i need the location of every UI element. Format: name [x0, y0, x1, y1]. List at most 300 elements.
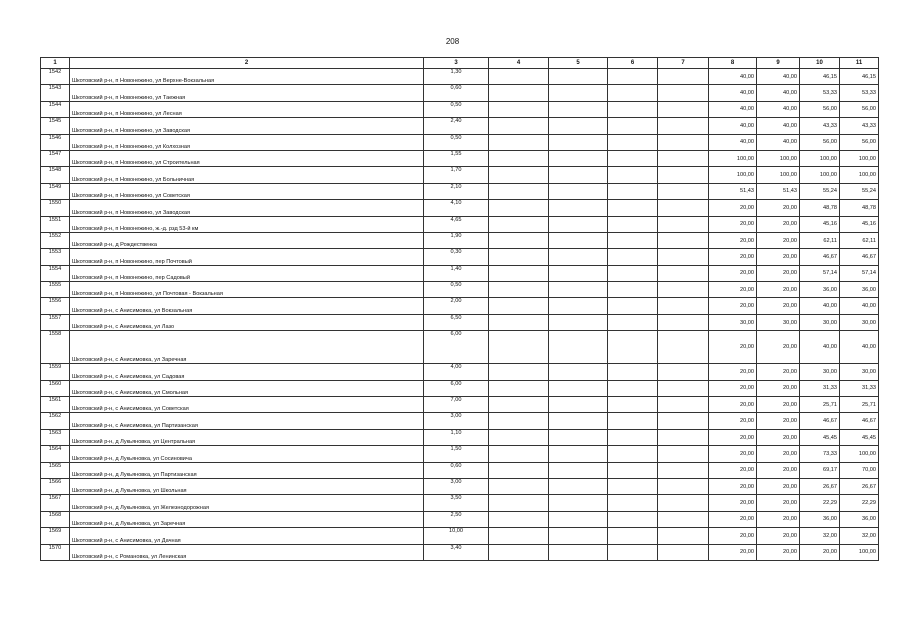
value-cell-col9: 20,00	[757, 298, 800, 314]
value-cell-col9: 20,00	[757, 265, 800, 281]
table-row	[41, 462, 879, 478]
empty-cell	[549, 528, 608, 544]
table-body	[41, 69, 879, 561]
value-cell-col11: 46,15	[840, 69, 879, 85]
location-cell: Шкотовский р-н, п Новонежино, ул Больничная	[70, 167, 424, 183]
empty-cell	[549, 429, 608, 445]
empty-cell	[549, 134, 608, 150]
empty-cell	[549, 85, 608, 101]
column-header: 10	[800, 58, 840, 69]
value-cell-col10: 48,78	[800, 200, 840, 216]
length-cell: 10,00	[424, 528, 489, 544]
location-cell: Шкотовский р-н, п Новонежино, ул Заводская	[70, 118, 424, 134]
column-header: 5	[549, 58, 608, 69]
empty-cell	[658, 150, 709, 166]
value-cell-col8: 30,00	[709, 314, 757, 330]
empty-cell	[608, 478, 658, 494]
empty-cell	[608, 298, 658, 314]
empty-cell	[608, 232, 658, 248]
value-cell-col8: 40,00	[709, 118, 757, 134]
value-cell-col10: 46,67	[800, 249, 840, 265]
location-cell: Шкотовский р-н, п Новонежино, ул Таежная	[70, 85, 424, 101]
value-cell-col11: 22,29	[840, 495, 879, 511]
empty-cell	[658, 200, 709, 216]
value-cell-col10: 40,00	[800, 298, 840, 314]
value-cell-col9: 20,00	[757, 544, 800, 560]
value-cell-col10: 25,71	[800, 397, 840, 413]
value-cell-col9: 40,00	[757, 134, 800, 150]
length-cell: 0,50	[424, 134, 489, 150]
value-cell-col8: 20,00	[709, 478, 757, 494]
empty-cell	[658, 134, 709, 150]
value-cell-col11: 46,67	[840, 413, 879, 429]
empty-cell	[549, 314, 608, 330]
empty-cell	[658, 314, 709, 330]
empty-cell	[549, 282, 608, 298]
value-cell-col9: 40,00	[757, 118, 800, 134]
value-cell-col10: 100,00	[800, 167, 840, 183]
empty-cell	[489, 216, 549, 232]
empty-cell	[658, 462, 709, 478]
table-row	[41, 183, 879, 199]
value-cell-col11: 45,45	[840, 429, 879, 445]
empty-cell	[608, 511, 658, 527]
length-cell: 2,50	[424, 511, 489, 527]
empty-cell	[489, 200, 549, 216]
empty-cell	[489, 314, 549, 330]
value-cell-col11: 32,00	[840, 528, 879, 544]
value-cell-col9: 20,00	[757, 528, 800, 544]
empty-cell	[489, 232, 549, 248]
table-row	[41, 134, 879, 150]
empty-cell	[549, 462, 608, 478]
length-cell: 1,10	[424, 429, 489, 445]
empty-cell	[658, 183, 709, 199]
location-cell: Шкотовский р-н, п Новонежино, ул Лесная	[70, 101, 424, 117]
empty-cell	[489, 85, 549, 101]
empty-cell	[658, 495, 709, 511]
table-row	[41, 232, 879, 248]
length-cell: 0,50	[424, 282, 489, 298]
location-cell: Шкотовский р-н, с Анисимовка, ул Дачная	[70, 528, 424, 544]
row-number-cell: 1559	[41, 364, 70, 380]
value-cell-col10: 31,33	[800, 380, 840, 396]
value-cell-col8: 20,00	[709, 200, 757, 216]
empty-cell	[489, 183, 549, 199]
table-row	[41, 478, 879, 494]
value-cell-col8: 20,00	[709, 397, 757, 413]
row-number-cell: 1557	[41, 314, 70, 330]
value-cell-col11: 30,00	[840, 364, 879, 380]
value-cell-col11: 53,33	[840, 85, 879, 101]
empty-cell	[658, 216, 709, 232]
length-cell: 4,65	[424, 216, 489, 232]
column-header: 8	[709, 58, 757, 69]
empty-cell	[489, 462, 549, 478]
empty-cell	[608, 134, 658, 150]
empty-cell	[658, 446, 709, 462]
length-cell: 3,50	[424, 495, 489, 511]
location-cell: Шкотовский р-н, п Новонежино, ул Почтовая - Вокзальная	[70, 282, 424, 298]
location-cell: Шкотовский р-н, п Новонежино, ул Заводская	[70, 200, 424, 216]
value-cell-col10: 57,14	[800, 265, 840, 281]
length-cell: 3,00	[424, 478, 489, 494]
table-row	[41, 265, 879, 281]
length-cell: 0,60	[424, 462, 489, 478]
value-cell-col8: 40,00	[709, 69, 757, 85]
value-cell-col11: 45,16	[840, 216, 879, 232]
value-cell-col11: 40,00	[840, 331, 879, 364]
value-cell-col8: 20,00	[709, 495, 757, 511]
length-cell: 1,55	[424, 150, 489, 166]
empty-cell	[549, 249, 608, 265]
empty-cell	[549, 364, 608, 380]
length-cell: 6,00	[424, 331, 489, 364]
empty-cell	[658, 167, 709, 183]
value-cell-col8: 100,00	[709, 150, 757, 166]
row-number-cell: 1568	[41, 511, 70, 527]
value-cell-col8: 20,00	[709, 413, 757, 429]
empty-cell	[658, 544, 709, 560]
length-cell: 6,50	[424, 314, 489, 330]
value-cell-col10: 36,00	[800, 511, 840, 527]
value-cell-col9: 20,00	[757, 478, 800, 494]
value-cell-col10: 32,00	[800, 528, 840, 544]
empty-cell	[608, 265, 658, 281]
value-cell-col10: 22,29	[800, 495, 840, 511]
value-cell-col10: 36,00	[800, 282, 840, 298]
empty-cell	[658, 282, 709, 298]
location-cell: Шкотовский р-н, с Анисимовка, ул Заречная	[70, 331, 424, 364]
value-cell-col10: 46,67	[800, 413, 840, 429]
table-row	[41, 249, 879, 265]
empty-cell	[489, 528, 549, 544]
value-cell-col10: 30,00	[800, 314, 840, 330]
table-row	[41, 216, 879, 232]
value-cell-col9: 20,00	[757, 200, 800, 216]
empty-cell	[608, 183, 658, 199]
empty-cell	[489, 429, 549, 445]
empty-cell	[658, 331, 709, 364]
table-row	[41, 413, 879, 429]
row-number-cell: 1562	[41, 413, 70, 429]
empty-cell	[549, 232, 608, 248]
row-number-cell: 1555	[41, 282, 70, 298]
location-cell: Шкотовский р-н, п Новонежино, пер Садовый	[70, 265, 424, 281]
page-number: 208	[445, 37, 460, 46]
value-cell-col10: 45,16	[800, 216, 840, 232]
location-cell: Шкотовский р-н, д Лукьяновка, ул Центральная	[70, 429, 424, 445]
value-cell-col8: 40,00	[709, 134, 757, 150]
value-cell-col10: 69,17	[800, 462, 840, 478]
value-cell-col9: 51,43	[757, 183, 800, 199]
empty-cell	[658, 364, 709, 380]
empty-cell	[658, 69, 709, 85]
empty-cell	[658, 478, 709, 494]
row-number-cell: 1545	[41, 118, 70, 134]
length-cell: 1,40	[424, 265, 489, 281]
value-cell-col10: 26,67	[800, 478, 840, 494]
empty-cell	[549, 265, 608, 281]
value-cell-col8: 20,00	[709, 282, 757, 298]
empty-cell	[608, 85, 658, 101]
column-header: 1	[41, 58, 70, 69]
value-cell-col9: 20,00	[757, 331, 800, 364]
empty-cell	[489, 446, 549, 462]
empty-cell	[489, 265, 549, 281]
value-cell-col11: 100,00	[840, 150, 879, 166]
empty-cell	[658, 85, 709, 101]
value-cell-col11: 43,33	[840, 118, 879, 134]
location-cell: Шкотовский р-н, п Новонежино, ул Верхне-Вокзальная	[70, 69, 424, 85]
row-number-cell: 1570	[41, 544, 70, 560]
value-cell-col11: 100,00	[840, 167, 879, 183]
empty-cell	[608, 200, 658, 216]
value-cell-col11: 31,33	[840, 380, 879, 396]
value-cell-col11: 57,14	[840, 265, 879, 281]
empty-cell	[608, 282, 658, 298]
empty-cell	[658, 298, 709, 314]
empty-cell	[549, 397, 608, 413]
value-cell-col10: 55,24	[800, 183, 840, 199]
location-cell: Шкотовский р-н, д Лукьяновка, ул Партизанская	[70, 462, 424, 478]
value-cell-col11: 56,00	[840, 101, 879, 117]
empty-cell	[658, 232, 709, 248]
empty-cell	[658, 380, 709, 396]
table-row	[41, 429, 879, 445]
column-header: 4	[489, 58, 549, 69]
empty-cell	[608, 101, 658, 117]
table-row	[41, 380, 879, 396]
empty-cell	[608, 380, 658, 396]
value-cell-col10: 73,33	[800, 446, 840, 462]
table-row	[41, 544, 879, 560]
row-number-cell: 1544	[41, 101, 70, 117]
value-cell-col11: 55,24	[840, 183, 879, 199]
register-table	[40, 57, 879, 561]
row-number-cell: 1550	[41, 200, 70, 216]
value-cell-col11: 48,78	[840, 200, 879, 216]
value-cell-col9: 20,00	[757, 282, 800, 298]
value-cell-col10: 43,33	[800, 118, 840, 134]
row-number-cell: 1558	[41, 331, 70, 364]
empty-cell	[549, 478, 608, 494]
empty-cell	[658, 118, 709, 134]
table-row	[41, 101, 879, 117]
location-cell: Шкотовский р-н, д Лукьяновка, ул Железнодорожная	[70, 495, 424, 511]
value-cell-col9: 30,00	[757, 314, 800, 330]
empty-cell	[489, 364, 549, 380]
empty-cell	[549, 101, 608, 117]
value-cell-col11: 62,11	[840, 232, 879, 248]
location-cell: Шкотовский р-н, д Лукьяновка, ул Заречная	[70, 511, 424, 527]
value-cell-col8: 20,00	[709, 380, 757, 396]
empty-cell	[489, 134, 549, 150]
length-cell: 1,50	[424, 446, 489, 462]
empty-cell	[489, 495, 549, 511]
length-cell: 1,30	[424, 69, 489, 85]
table-row	[41, 298, 879, 314]
empty-cell	[549, 167, 608, 183]
length-cell: 1,90	[424, 232, 489, 248]
location-cell: Шкотовский р-н, д Рождественка	[70, 232, 424, 248]
row-number-cell: 1564	[41, 446, 70, 462]
row-number-cell: 1543	[41, 85, 70, 101]
value-cell-col10: 100,00	[800, 150, 840, 166]
table-row	[41, 397, 879, 413]
empty-cell	[658, 265, 709, 281]
table-row	[41, 364, 879, 380]
value-cell-col8: 20,00	[709, 511, 757, 527]
value-cell-col9: 20,00	[757, 232, 800, 248]
value-cell-col10: 30,00	[800, 364, 840, 380]
value-cell-col10: 56,00	[800, 101, 840, 117]
length-cell: 4,10	[424, 200, 489, 216]
empty-cell	[489, 118, 549, 134]
row-number-cell: 1549	[41, 183, 70, 199]
location-cell: Шкотовский р-н, с Анисимовка, ул Советская	[70, 397, 424, 413]
location-cell: Шкотовский р-н, с Романовка, ул Ленинская	[70, 544, 424, 560]
value-cell-col8: 100,00	[709, 167, 757, 183]
location-cell: Шкотовский р-н, д Лукьяновка, ул Школьная	[70, 478, 424, 494]
empty-cell	[489, 282, 549, 298]
value-cell-col9: 20,00	[757, 495, 800, 511]
value-cell-col9: 20,00	[757, 429, 800, 445]
empty-cell	[489, 167, 549, 183]
value-cell-col9: 20,00	[757, 216, 800, 232]
row-number-cell: 1552	[41, 232, 70, 248]
empty-cell	[549, 200, 608, 216]
empty-cell	[608, 314, 658, 330]
empty-cell	[549, 380, 608, 396]
value-cell-col8: 20,00	[709, 331, 757, 364]
value-cell-col9: 20,00	[757, 364, 800, 380]
row-number-cell: 1567	[41, 495, 70, 511]
row-number-cell: 1548	[41, 167, 70, 183]
value-cell-col10: 62,11	[800, 232, 840, 248]
empty-cell	[489, 331, 549, 364]
value-cell-col8: 51,43	[709, 183, 757, 199]
value-cell-col11: 36,00	[840, 511, 879, 527]
value-cell-col9: 20,00	[757, 380, 800, 396]
table-row	[41, 69, 879, 85]
empty-cell	[489, 413, 549, 429]
row-number-cell: 1542	[41, 69, 70, 85]
row-number-cell: 1563	[41, 429, 70, 445]
value-cell-col9: 20,00	[757, 397, 800, 413]
value-cell-col9: 40,00	[757, 69, 800, 85]
value-cell-col8: 20,00	[709, 528, 757, 544]
value-cell-col8: 20,00	[709, 446, 757, 462]
empty-cell	[549, 150, 608, 166]
value-cell-col8: 20,00	[709, 462, 757, 478]
value-cell-col10: 20,00	[800, 544, 840, 560]
empty-cell	[549, 118, 608, 134]
row-number-cell: 1546	[41, 134, 70, 150]
table-row	[41, 331, 879, 364]
empty-cell	[608, 544, 658, 560]
empty-cell	[608, 331, 658, 364]
table-row	[41, 167, 879, 183]
empty-cell	[608, 413, 658, 429]
value-cell-col11: 46,67	[840, 249, 879, 265]
value-cell-col9: 20,00	[757, 462, 800, 478]
empty-cell	[549, 413, 608, 429]
empty-cell	[608, 495, 658, 511]
empty-cell	[658, 528, 709, 544]
location-cell: Шкотовский р-н, п Новонежино, пер Почтовый	[70, 249, 424, 265]
empty-cell	[549, 495, 608, 511]
location-cell: Шкотовский р-н, с Анисимовка, ул Лазо	[70, 314, 424, 330]
empty-cell	[608, 167, 658, 183]
location-cell: Шкотовский р-н, п Новонежино, ул Колхозная	[70, 134, 424, 150]
column-header: 2	[70, 58, 424, 69]
table-row	[41, 528, 879, 544]
value-cell-col9: 20,00	[757, 511, 800, 527]
row-number-cell: 1566	[41, 478, 70, 494]
row-number-cell: 1556	[41, 298, 70, 314]
length-cell: 0,30	[424, 249, 489, 265]
empty-cell	[608, 249, 658, 265]
row-number-cell: 1547	[41, 150, 70, 166]
empty-cell	[658, 429, 709, 445]
empty-cell	[608, 446, 658, 462]
value-cell-col8: 40,00	[709, 101, 757, 117]
value-cell-col11: 30,00	[840, 314, 879, 330]
location-cell: Шкотовский р-н, с Анисимовка, ул Садовая	[70, 364, 424, 380]
value-cell-col8: 20,00	[709, 298, 757, 314]
empty-cell	[489, 478, 549, 494]
empty-cell	[608, 429, 658, 445]
column-header: 11	[840, 58, 879, 69]
empty-cell	[489, 380, 549, 396]
value-cell-col9: 40,00	[757, 85, 800, 101]
empty-cell	[608, 216, 658, 232]
length-cell: 3,00	[424, 413, 489, 429]
value-cell-col10: 53,33	[800, 85, 840, 101]
value-cell-col9: 20,00	[757, 249, 800, 265]
empty-cell	[489, 101, 549, 117]
value-cell-col11: 56,00	[840, 134, 879, 150]
value-cell-col11: 26,67	[840, 478, 879, 494]
empty-cell	[608, 528, 658, 544]
table-row	[41, 314, 879, 330]
table-row	[41, 85, 879, 101]
value-cell-col8: 20,00	[709, 249, 757, 265]
empty-cell	[658, 249, 709, 265]
value-cell-col8: 40,00	[709, 85, 757, 101]
table-row	[41, 200, 879, 216]
empty-cell	[549, 511, 608, 527]
length-cell: 3,40	[424, 544, 489, 560]
table-row	[41, 118, 879, 134]
empty-cell	[549, 446, 608, 462]
value-cell-col11: 36,00	[840, 282, 879, 298]
location-cell: Шкотовский р-н, п Новонежино, ул Советская	[70, 183, 424, 199]
row-number-cell: 1565	[41, 462, 70, 478]
table-row	[41, 511, 879, 527]
empty-cell	[489, 544, 549, 560]
length-cell: 6,00	[424, 380, 489, 396]
row-number-cell: 1554	[41, 265, 70, 281]
empty-cell	[658, 101, 709, 117]
empty-cell	[549, 69, 608, 85]
value-cell-col11: 70,00	[840, 462, 879, 478]
value-cell-col9: 40,00	[757, 101, 800, 117]
header-row	[41, 58, 879, 69]
table-row	[41, 282, 879, 298]
empty-cell	[489, 150, 549, 166]
